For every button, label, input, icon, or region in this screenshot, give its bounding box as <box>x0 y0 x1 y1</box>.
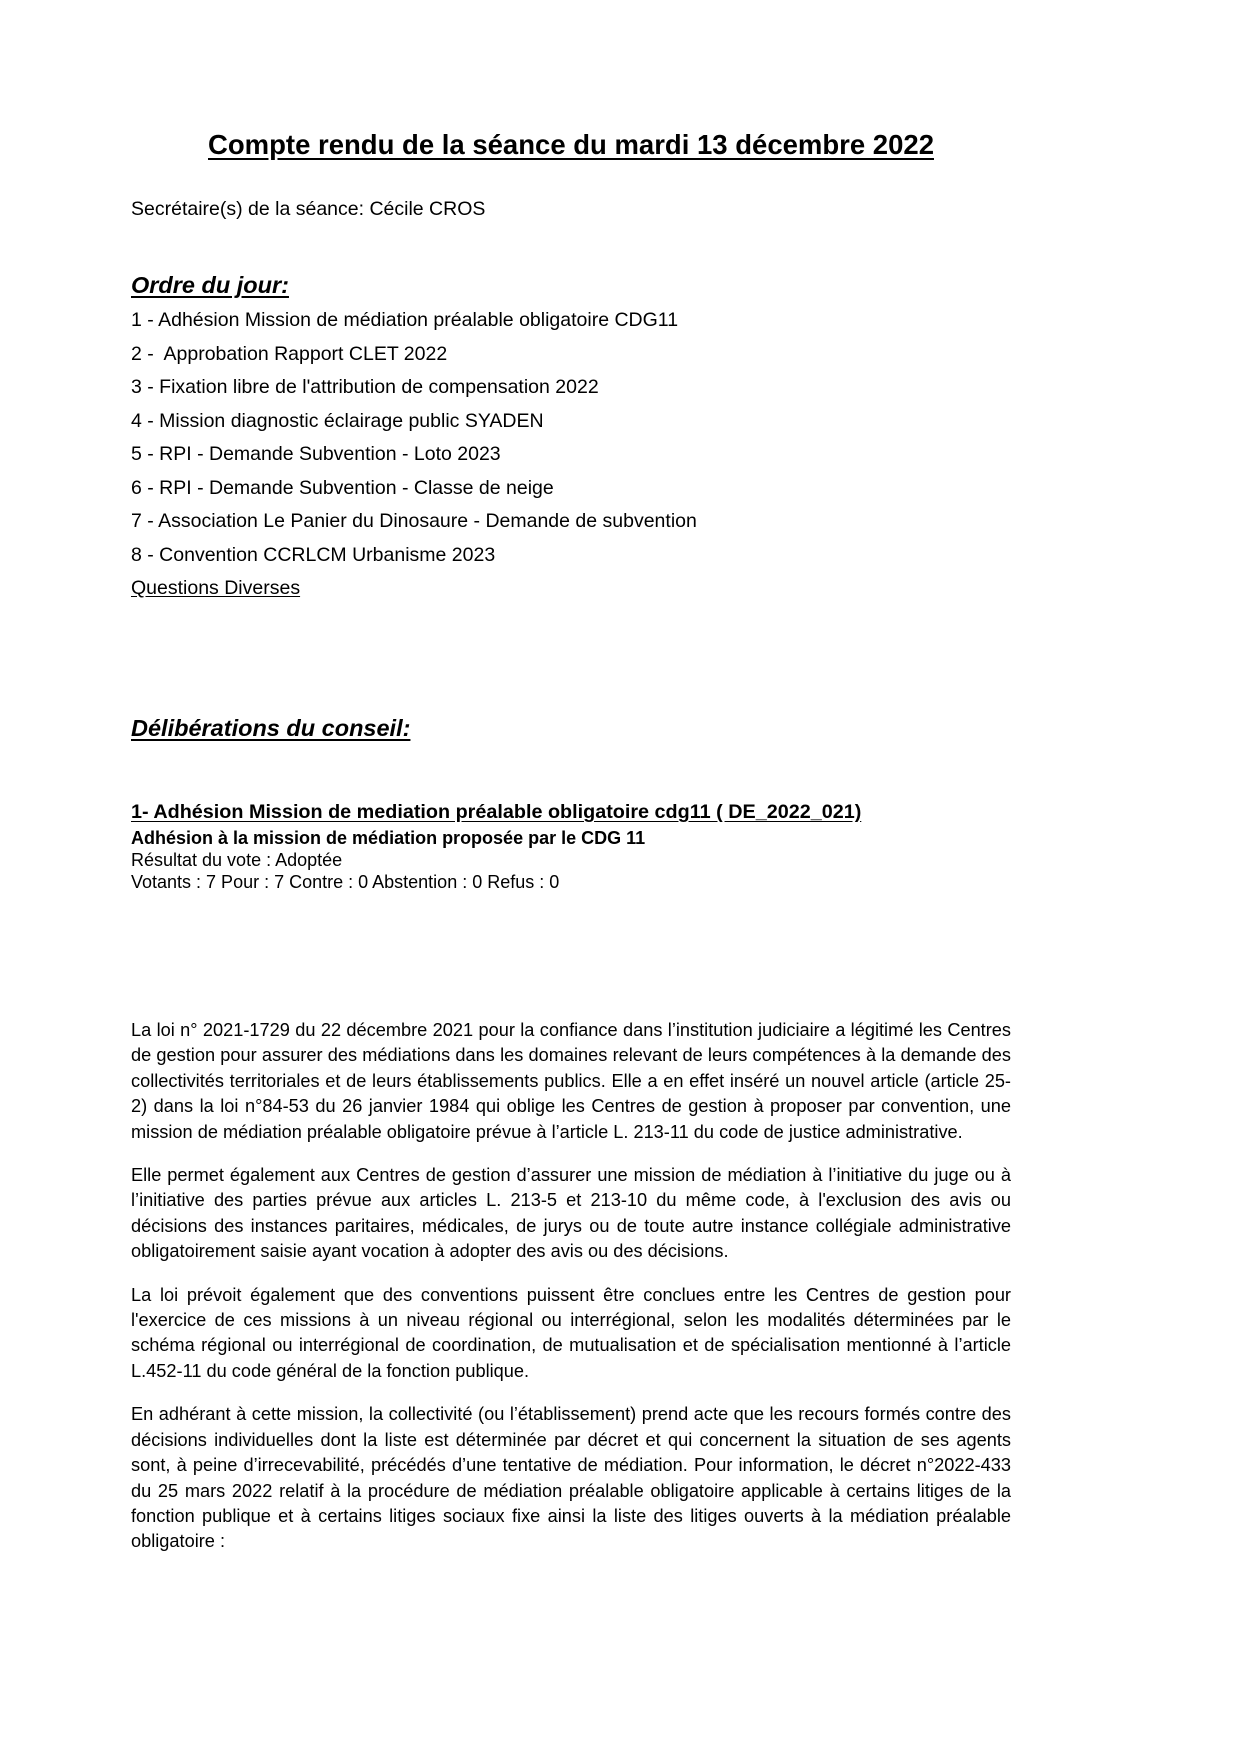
agenda-item-questions-diverses: Questions Diverses <box>131 577 301 599</box>
agenda-item: 3 - Fixation libre de l'attribution de compensation 2022 <box>131 376 599 398</box>
vote-result: Résultat du vote : Adoptée <box>131 850 343 870</box>
page-title <box>131 129 1011 161</box>
agenda-item: 8 - Convention CCRLCM Urbanisme 2023 <box>131 543 496 566</box>
secretary-line: Secrétaire(s) de la séance: Cécile CROS <box>131 198 486 220</box>
deliberation-title: 1- Adhésion Mission de mediation préalable obligatoire cdg11 ( DE_2022_021) <box>131 801 862 823</box>
page-title-text: Compte rendu de la séance du mardi 13 décembre 2022 <box>208 129 934 160</box>
body-paragraph: Elle permet également aux Centres de gestion d’assurer une mission de médiation à l’initiative du juge ou à l’initiative des parties prévue aux articles L. 213-5 et 213-10 du même code, à l'exclusion des avis ou décisions des instances paritaires, médicales, de jurys ou de toute autre instance collégiale administrative obligatoirement saisie ayant vocation à adopter des avis ou des décisions. <box>131 1165 1011 1262</box>
deliberation-subtitle: Adhésion à la mission de médiation proposée par le CDG 11 <box>131 828 646 848</box>
agenda-list <box>131 309 1011 611</box>
agenda-item: 6 - RPI - Demande Subvention - Classe de neige <box>131 476 554 499</box>
body-paragraph: En adhérant à cette mission, la collectivité (ou l’établissement) prend acte que les recours formés contre des décisions individuelles dont la liste est déterminée par décret et qui concernent la situation de ses agents sont, à peine d’irrecevabilité, précédés d’une tentative de médiation. Pour information, le décret n°2022-433 du 25 mars 2022 relatif à la procédure de médiation préalable obligatoire applicable à certains litiges de la fonction publique et à certains litiges sociaux fixe ainsi la liste des litiges ouverts à la médiation préalable obligatoire : <box>131 1404 1011 1552</box>
agenda-item: 4 - Mission diagnostic éclairage public SYADEN <box>131 409 544 432</box>
deliberation-entry <box>131 800 1011 893</box>
deliberation-body <box>131 1018 1011 1573</box>
deliberation-title-wrap <box>131 800 1011 825</box>
vote-counts: Votants : 7 Pour : 7 Contre : 0 Abstention : 0 Refus : 0 <box>131 872 560 892</box>
agenda-item: 7 - Association Le Panier du Dinosaure - Demande de subvention <box>131 510 697 532</box>
agenda-heading: Ordre du jour: <box>131 272 289 298</box>
body-paragraph: La loi n° 2021-1729 du 22 décembre 2021 pour la confiance dans l’institution judiciaire a légitimé les Centres de gestion pour assurer des médiations dans les domaines relevant de leurs compétences à la demande des collectivités territoriales et de leurs établissements publics. Elle a en effet inséré un nouvel article (article 25-2) dans la loi n°84-53 du 26 janvier 1984 qui oblige les Centres de gestion à proposer par convention, une mission de médiation préalable obligatoire prévue à l’article L. 213-11 du code de justice administrative. <box>131 1020 1011 1142</box>
body-paragraph: La loi prévoit également que des conventions puissent être conclues entre les Centres de gestion pour l'exercice de ces missions à un niveau régional ou interrégional, selon les modalités déterminées par le schéma régional ou interrégional de coordination, de mutualisation et de spécialisation mentionné à l’article L.452-11 du code général de la fonction publique. <box>131 1284 1011 1381</box>
agenda-item: 2 - Approbation Rapport CLET 2022 <box>131 342 448 365</box>
deliberations-heading: Délibérations du conseil: <box>131 715 411 741</box>
agenda-item: 5 - RPI - Demande Subvention - Loto 2023 <box>131 443 501 465</box>
agenda-item: 1 - Adhésion Mission de médiation préalable obligatoire CDG11 <box>131 309 679 331</box>
